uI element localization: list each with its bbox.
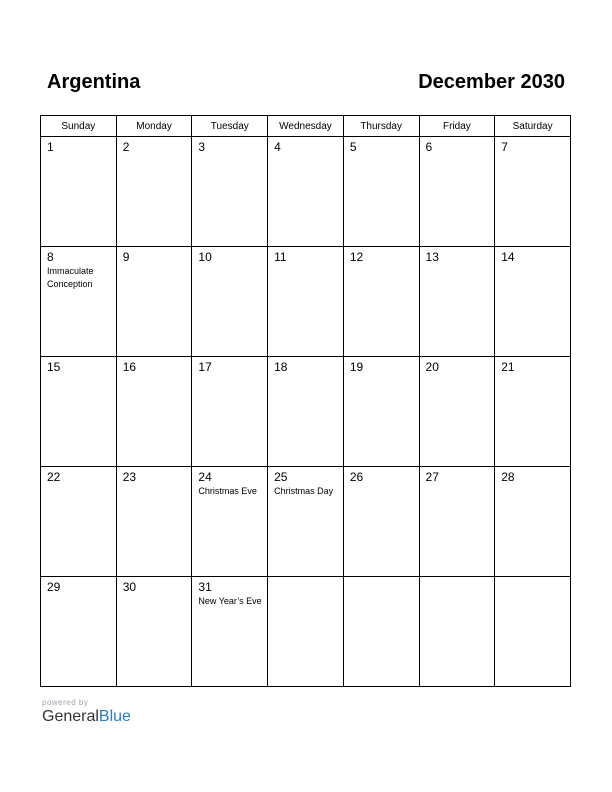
day-number: 6 — [425, 140, 433, 154]
day-cell — [192, 577, 268, 687]
day-number: 26 — [349, 470, 364, 484]
day-number: 17 — [198, 360, 212, 374]
holiday-label — [41, 594, 116, 595]
holiday-label — [495, 374, 570, 375]
holiday-label — [344, 374, 419, 375]
holiday-label — [344, 154, 419, 155]
day-number: 21 — [501, 360, 515, 374]
day-number: 5 — [349, 140, 357, 154]
day-number: 31 — [198, 580, 212, 594]
day-cell — [419, 467, 495, 577]
holiday-label — [268, 580, 343, 581]
holiday-label — [420, 154, 495, 155]
holiday-label: Immaculate Conception — [47, 266, 94, 289]
day-number: 12 — [349, 250, 364, 264]
brand-general-text: General — [42, 708, 99, 725]
day-cell — [268, 357, 344, 467]
day-number: 3 — [198, 140, 206, 154]
holiday-label — [420, 484, 495, 485]
calendar-grid — [40, 115, 571, 687]
holiday-label: Christmas Day — [274, 486, 334, 496]
day-cell — [192, 247, 268, 357]
holiday-label — [420, 374, 495, 375]
day-number: 30 — [122, 580, 137, 594]
day-number: 4 — [274, 140, 281, 154]
day-number: 27 — [425, 470, 439, 484]
day-cell — [343, 357, 419, 467]
day-cell — [116, 577, 192, 687]
week-row-2 — [41, 247, 571, 357]
day-number: 18 — [274, 360, 288, 374]
holiday-label — [420, 264, 495, 265]
day-number: 10 — [198, 250, 212, 264]
holiday-label — [344, 580, 419, 581]
holiday-label — [268, 264, 343, 265]
holiday-label — [495, 264, 570, 265]
holiday-label — [495, 580, 570, 581]
holiday-label — [117, 374, 192, 375]
week-row-3 — [41, 357, 571, 467]
day-cell — [343, 137, 419, 247]
day-cell — [419, 247, 495, 357]
day-cell — [268, 467, 344, 577]
day-cell — [495, 577, 571, 687]
weekday-friday: Friday — [419, 116, 495, 137]
week-row-5 — [41, 577, 571, 687]
day-cell — [41, 357, 117, 467]
day-number: 22 — [47, 470, 61, 484]
day-cell — [495, 357, 571, 467]
day-number: 23 — [122, 470, 137, 484]
holiday-label — [268, 374, 343, 375]
weekday-tuesday: Tuesday — [192, 116, 268, 137]
generalblue-logo[interactable] — [42, 708, 131, 726]
holiday-label: New Year’s Eve — [198, 596, 262, 606]
day-cell — [41, 467, 117, 577]
day-number: 7 — [501, 140, 508, 154]
footer-branding — [42, 698, 131, 726]
country-title: Argentina — [47, 71, 141, 93]
holiday-label — [41, 374, 116, 375]
day-cell — [419, 577, 495, 687]
day-number: 15 — [47, 360, 61, 374]
day-cell — [192, 467, 268, 577]
weekday-header-row — [41, 116, 571, 137]
week-row-4 — [41, 467, 571, 577]
day-cell — [41, 577, 117, 687]
month-year-title: December 2030 — [418, 71, 565, 93]
holiday-label — [344, 484, 419, 485]
holiday-label — [117, 594, 192, 595]
holiday-label — [192, 374, 267, 375]
holiday-label — [41, 154, 116, 155]
day-cell — [268, 247, 344, 357]
day-number: 14 — [501, 250, 515, 264]
day-cell — [116, 247, 192, 357]
day-cell — [419, 357, 495, 467]
day-number: 25 — [274, 470, 288, 484]
day-cell — [495, 137, 571, 247]
holiday-label — [117, 264, 192, 265]
day-cell — [192, 357, 268, 467]
holiday-label — [41, 484, 116, 485]
weekday-saturday: Saturday — [495, 116, 571, 137]
holiday-label — [344, 264, 419, 265]
day-cell — [41, 247, 117, 357]
day-number: 29 — [47, 580, 61, 594]
day-cell — [192, 137, 268, 247]
day-cell — [116, 137, 192, 247]
day-cell — [268, 137, 344, 247]
day-number: 16 — [122, 360, 137, 374]
holiday-label — [117, 154, 192, 155]
day-number: 8 — [47, 250, 54, 264]
weekday-wednesday: Wednesday — [268, 116, 344, 137]
day-cell — [343, 577, 419, 687]
day-cell — [41, 137, 117, 247]
weekday-thursday: Thursday — [343, 116, 419, 137]
holiday-label: Christmas Eve — [198, 486, 257, 496]
day-number: 13 — [425, 250, 439, 264]
day-cell — [116, 357, 192, 467]
holiday-label — [495, 154, 570, 155]
day-number: 24 — [198, 470, 212, 484]
day-number: 1 — [47, 140, 54, 154]
day-cell — [495, 247, 571, 357]
day-cell — [116, 467, 192, 577]
week-row-1 — [41, 137, 571, 247]
day-number: 2 — [122, 140, 130, 154]
day-cell — [495, 467, 571, 577]
day-number: 28 — [501, 470, 515, 484]
day-number: 11 — [274, 250, 287, 264]
holiday-label — [268, 154, 343, 155]
weekday-sunday: Sunday — [41, 116, 117, 137]
holiday-label — [420, 580, 495, 581]
day-number: 9 — [122, 250, 130, 264]
day-cell — [268, 577, 344, 687]
holiday-label — [192, 154, 267, 155]
holiday-label — [117, 484, 192, 485]
day-number: 20 — [425, 360, 439, 374]
day-cell — [343, 467, 419, 577]
brand-blue-text: Blue — [98, 708, 131, 725]
holiday-label — [495, 484, 570, 485]
weekday-monday: Monday — [116, 116, 192, 137]
day-number: 19 — [349, 360, 364, 374]
powered-by-text: powered by — [42, 698, 89, 707]
day-cell — [419, 137, 495, 247]
day-cell — [343, 247, 419, 357]
holiday-label — [192, 264, 267, 265]
